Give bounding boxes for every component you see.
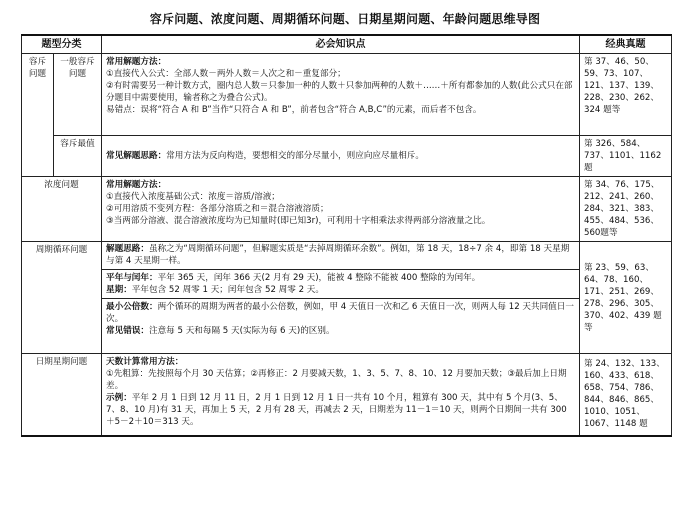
category-rongchi: 容斥问题 [22,54,54,177]
method-heading: 常用解题方法： [106,180,167,190]
knowledge-cycle [102,242,580,354]
knowledge-line: ②有时需要另一种计数方式，圈内总人数＝只参加一种的人数＋只参加两种的人数＋……＋所有都参加的人数(此公式只在部分题目中需要使用，输者称之为叠合公式)。 [106,81,573,103]
method-label: 常见解题思路： [106,151,167,161]
example-label: 示例： [106,393,132,403]
knowledge-general [102,54,580,136]
row-general-inclusion-exclusion [22,54,672,136]
page-title: 容斥问题、浓度问题、周期循环问题、日期星期问题、年龄问题思维导图 [149,12,541,26]
block-label: 星期： [106,285,132,295]
block-text: 平年包含 52 周零 1 天；闰年包含 52 周零 2 天。 [131,285,324,295]
block-label: 平年与闰年： [106,273,158,283]
block-text: 注意每 5 天和每隔 5 天(实际为每 6 天)的区别。 [148,326,335,336]
block-text: 两个循环的周期为两者的最小公倍数，例如，甲 4 天值日一次和乙 6 天值日一次，则两人每 12 天共同值日一次。 [106,302,574,324]
knowledge-line: ①直接代入公式：全部人数－两外人数＝人次之和－重复部分； [106,69,346,79]
knowledge-max [102,136,580,177]
example-text: 平年 2 月 1 日到 12 月 11 日，2 月 1 日到 12 月 1 日一共有 10 个月，粗算有 300 天，其中有 5 个月(3、5、7、8、10 月)有 31 天，再加上 5 天，2 月有 28 天，再减去 2 天，日期差为 11－1＝10 天，则两个日期间一共有 300＋5－2＋10＝313 天。 [106,393,567,427]
method-heading: 常用解题方法： [106,57,167,67]
knowledge-date [102,354,580,436]
exam-cycle: 第 23、59、63、64、78、160、171、251、269、278、296、305、370、402、439 题等 [580,242,672,354]
subcategory-general: 一般容斥问题 [54,54,102,136]
row-inclusion-max [22,136,672,177]
block-text: 平年 365 天，闰年 366 天(2 月有 29 天)，能被 4 整除不能被 400 整除的为闰年。 [157,273,481,283]
cycle-block-error [106,325,575,337]
block-label: 常见错误： [106,326,149,336]
method-heading: 天数计算常用方法： [106,357,184,367]
row-concentration [22,177,672,242]
category-riqi: 日期星期问题 [22,354,102,436]
header-type: 题型分类 [22,35,102,54]
cycle-block-leap-year [106,272,575,284]
header-row [22,35,672,54]
cycle-block-lcm [106,301,575,325]
knowledge-line: 易错点：误将“符合 A 和 B”当作“只符合 A 和 B”，前者包含“符合 A,B,C”的元素，而后者不包含。 [106,105,482,115]
row-cycle [22,242,672,354]
divider [102,269,579,270]
cycle-block-week [106,284,575,296]
block-text: 虽称之为“周期循环问题”，但解题实质是“去掉周期循环余数”。例如，第 18 天，18÷7 余 4，即第 18 天星期与第 4 天星期一样。 [106,244,570,266]
header-exam: 经典真题 [580,35,672,54]
knowledge-line: ③当两部分溶液、混合溶液浓度均为已知量时(即已知3r)，可利用十字相乘法求得两部分溶液量之比。 [106,216,491,226]
row-date-weekday [22,354,672,436]
example-line [106,392,575,428]
divider [102,298,579,299]
category-zhouqi: 周期循环问题 [22,242,102,354]
knowledge-concentration [102,177,580,242]
block-label: 解题思路： [106,244,149,254]
header-knowledge: 必会知识点 [102,35,580,54]
category-nongdu: 浓度问题 [22,177,102,242]
knowledge-text: 常用方法为反向构造，要想相交的部分尽量小，则应向应尽量相斥。 [166,151,424,161]
cycle-block-thinking [106,243,575,267]
exam-general: 第 37、46、50、59、73、107、121、137、139、228、230、262、324 题等 [580,54,672,136]
knowledge-line: ①直接代入浓度基础公式：浓度＝溶质/溶液； [106,192,280,202]
subcategory-max: 容斥最值 [54,136,102,177]
exam-concentration: 第 34、76、175、212、241、260、284、321、383、455、484、536、560题等 [580,177,672,242]
knowledge-line: ①先粗算：先按照每个月 30 天估算；②再修正：2 月要减天数，1、3、5、7、8、10、12 月要加天数；③最后加上日期差。 [106,369,567,391]
exam-max: 第 326、584、737、1101、1162 题 [580,136,672,177]
exam-date: 第 24、132、133、160、433、618、658、754、786、844、846、865、1010、1051、1067、1148 题 [580,354,672,436]
block-label: 最小公倍数： [106,302,158,312]
mind-map-table [21,34,672,437]
knowledge-line: ②可用溶质不变列方程：各部分溶质之和＝混合溶液溶质； [106,204,329,214]
